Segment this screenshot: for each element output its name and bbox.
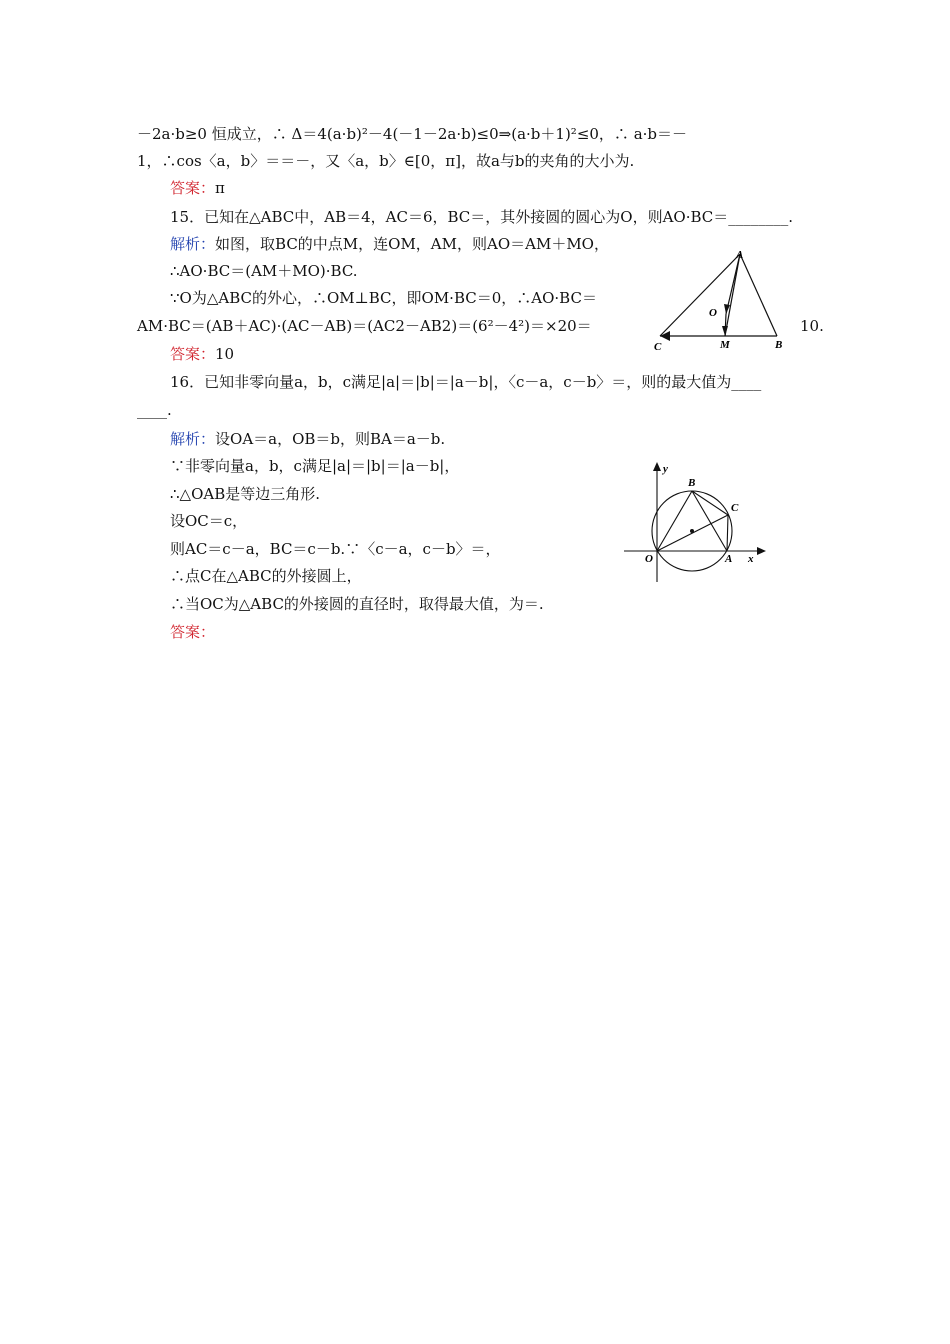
label-a: A xyxy=(725,553,733,565)
label-y: y xyxy=(663,463,668,475)
side-ab xyxy=(740,254,777,336)
text-line-16c: ∴△OAB是等边三角形. xyxy=(170,485,321,503)
question-16-continuation: ____. xyxy=(137,401,172,419)
center-dot xyxy=(690,529,694,533)
text-line-15c: ∵O为△ABC的外心，∴OM⊥BC，即OM·BC＝0，∴AO·BC＝ xyxy=(170,289,597,307)
segment-ca xyxy=(727,515,728,551)
answer-label: 答案： xyxy=(170,623,216,641)
circle-figure xyxy=(620,462,770,587)
analysis-16 xyxy=(170,429,445,449)
text-line-15b: ∴AO·BC＝(AM＋MO)·BC. xyxy=(170,262,358,280)
analysis-text: 如图，取BC的中点M，连OM，AM，则AO＝AM＋MO， xyxy=(215,235,609,253)
answer-label: 答案： xyxy=(170,179,216,197)
text-line-16f: ∴点C在△ABC的外接圆上， xyxy=(170,567,362,585)
label-o: O xyxy=(645,553,653,565)
text-line-1: －2a·b≥0 恒成立，∴ Δ＝4(a·b)²－4(－1－2a·b)≤0⇒(a·b＋1)²≤0，∴ a·b＝－ xyxy=(137,125,688,143)
analysis-text: 设OA＝a，OB＝b，则BA＝a－b. xyxy=(215,430,446,448)
label-b: B xyxy=(775,339,783,351)
label-c: C xyxy=(731,502,739,514)
text-line-2: 1，∴cos〈a，b〉＝＝－，又〈a，b〉∈[0，π]，故a与b的夹角的大小为. xyxy=(137,152,635,170)
answer-15 xyxy=(170,344,234,364)
label-m: M xyxy=(720,339,730,351)
segment-bc xyxy=(692,491,728,515)
question-16: 16．已知非零向量a，b，c满足|a|＝|b|＝|a－b|，〈c－a，c－b〉＝，则的最大值为____ xyxy=(170,373,762,391)
text-line-16g: ∴当OC为△ABC的外接圆的直径时，取得最大值，为＝. xyxy=(170,595,544,613)
label-o: O xyxy=(709,307,717,319)
label-b: B xyxy=(688,477,696,489)
label-c: C xyxy=(654,341,662,353)
segment-ba xyxy=(692,491,727,551)
analysis-label: 解析： xyxy=(170,430,216,448)
answer-value: 10 xyxy=(215,345,235,363)
analysis-label: 解析： xyxy=(170,235,216,253)
answer-value: π xyxy=(215,179,225,197)
answer-label: 答案： xyxy=(170,345,216,363)
analysis-15 xyxy=(170,234,609,254)
question-15: 15．已知在△ABC中，AB＝4，AC＝6，BC＝，其外接圆的圆心为O，则AO·BC＝________. xyxy=(170,208,794,226)
x-arrow-icon xyxy=(757,547,766,555)
text-line-16e: 则AC＝c－a，BC＝c－b.∵〈c－a，c－b〉＝， xyxy=(170,540,501,558)
arrow-icon xyxy=(722,326,728,336)
text-line-16d: 设OC＝c， xyxy=(170,512,248,530)
y-arrow-icon xyxy=(653,462,661,471)
text-line-15d: AM·BC＝(AB＋AC)·(AC－AB)＝(AC2－AB2)＝(6²－4²)＝×20＝ xyxy=(137,317,592,335)
side-ac xyxy=(660,254,740,336)
text-line-16b: ∵非零向量a，b，c满足|a|＝|b|＝|a－b|， xyxy=(170,457,460,475)
label-x: x xyxy=(748,553,754,565)
label-a: A xyxy=(736,249,744,261)
arrow-icon xyxy=(660,331,670,341)
text-line-15d-tail: 10. xyxy=(800,317,824,335)
answer-16 xyxy=(170,622,215,642)
triangle-figure xyxy=(640,244,800,356)
answer-1 xyxy=(170,178,225,198)
